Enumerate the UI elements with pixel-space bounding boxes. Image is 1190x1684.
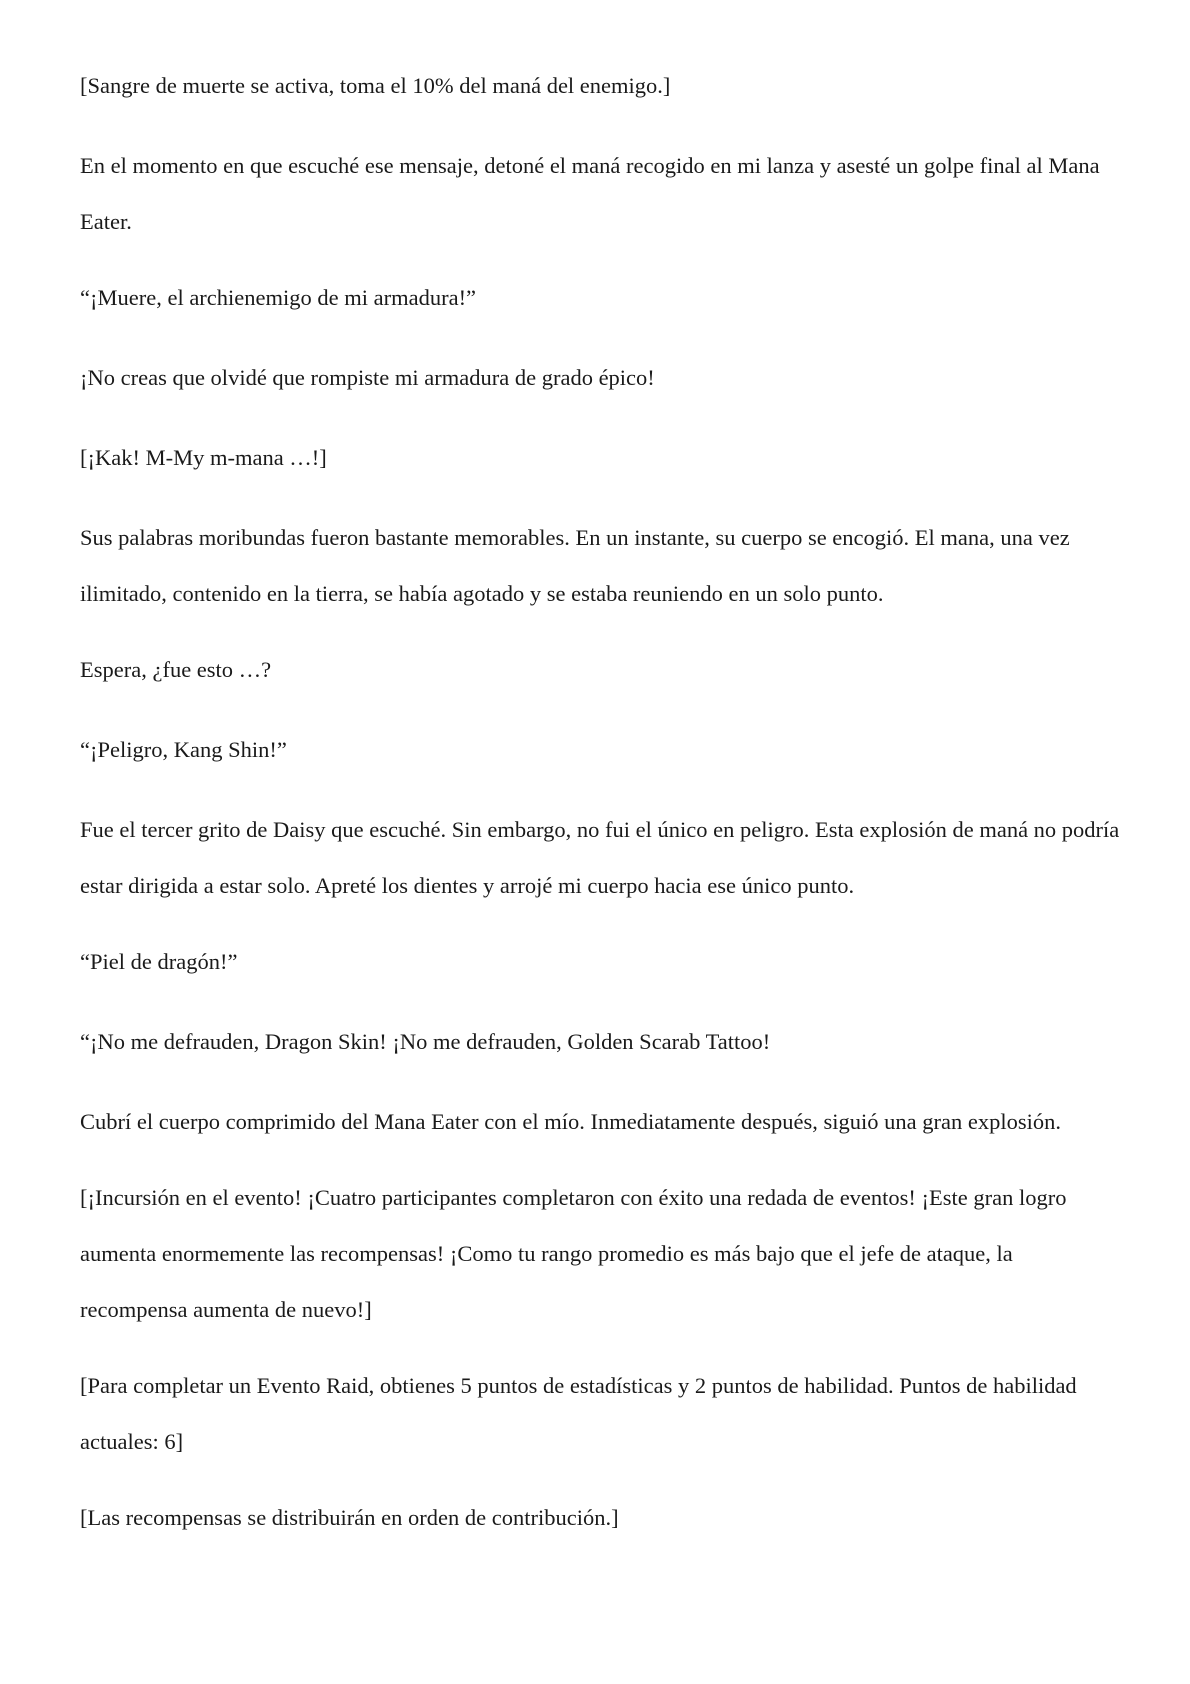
paragraph: Fue el tercer grito de Daisy que escuché. Sin embargo, no fui el único en peligro. Esta explosión de maná no podría estar dirigida a estar solo. Apreté los dientes y arrojé mi cuerpo hacia ese único punto. bbox=[80, 817, 1120, 898]
paragraph-dialogue: “¡Peligro, Kang Shin!” bbox=[80, 737, 287, 762]
paragraph: Sus palabras moribundas fueron bastante memorables. En un instante, su cuerpo se encogió. El mana, una vez ilimitado, contenido en la tierra, se había agotado y se estaba reuniendo en un solo punto. bbox=[80, 525, 1070, 606]
paragraph-system-message: [¡Kak! M-My m-mana …!] bbox=[80, 445, 327, 470]
paragraph-system-message: [Para completar un Evento Raid, obtienes 5 puntos de estadísticas y 2 puntos de habilidad. Puntos de habilidad actuales: 6] bbox=[80, 1373, 1077, 1454]
paragraph-dialogue: “Piel de dragón!” bbox=[80, 949, 238, 974]
paragraph-system-message: [Las recompensas se distribuirán en orden de contribución.] bbox=[80, 1505, 619, 1530]
paragraph: En el momento en que escuché ese mensaje, detoné el maná recogido en mi lanza y asesté un golpe final al Mana Eater. bbox=[80, 153, 1100, 234]
paragraph: Cubrí el cuerpo comprimido del Mana Eater con el mío. Inmediatamente después, siguió una gran explosión. bbox=[80, 1109, 1061, 1134]
paragraph-dialogue: “¡Muere, el archienemigo de mi armadura!” bbox=[80, 285, 477, 310]
document-page bbox=[80, 58, 1125, 1570]
paragraph-system-message: [Sangre de muerte se activa, toma el 10% del maná del enemigo.] bbox=[80, 73, 671, 98]
paragraph-system-message: [¡Incursión en el evento! ¡Cuatro participantes completaron con éxito una redada de eventos! ¡Este gran logro aumenta enormemente las recompensas! ¡Como tu rango promedio es más bajo que el jefe de ataque, la recompensa aumenta de nuevo!] bbox=[80, 1185, 1067, 1322]
paragraph: Espera, ¿fue esto …? bbox=[80, 657, 272, 682]
paragraph: ¡No creas que olvidé que rompiste mi armadura de grado épico! bbox=[80, 365, 655, 390]
paragraph-dialogue: “¡No me defrauden, Dragon Skin! ¡No me defrauden, Golden Scarab Tattoo! bbox=[80, 1029, 771, 1054]
